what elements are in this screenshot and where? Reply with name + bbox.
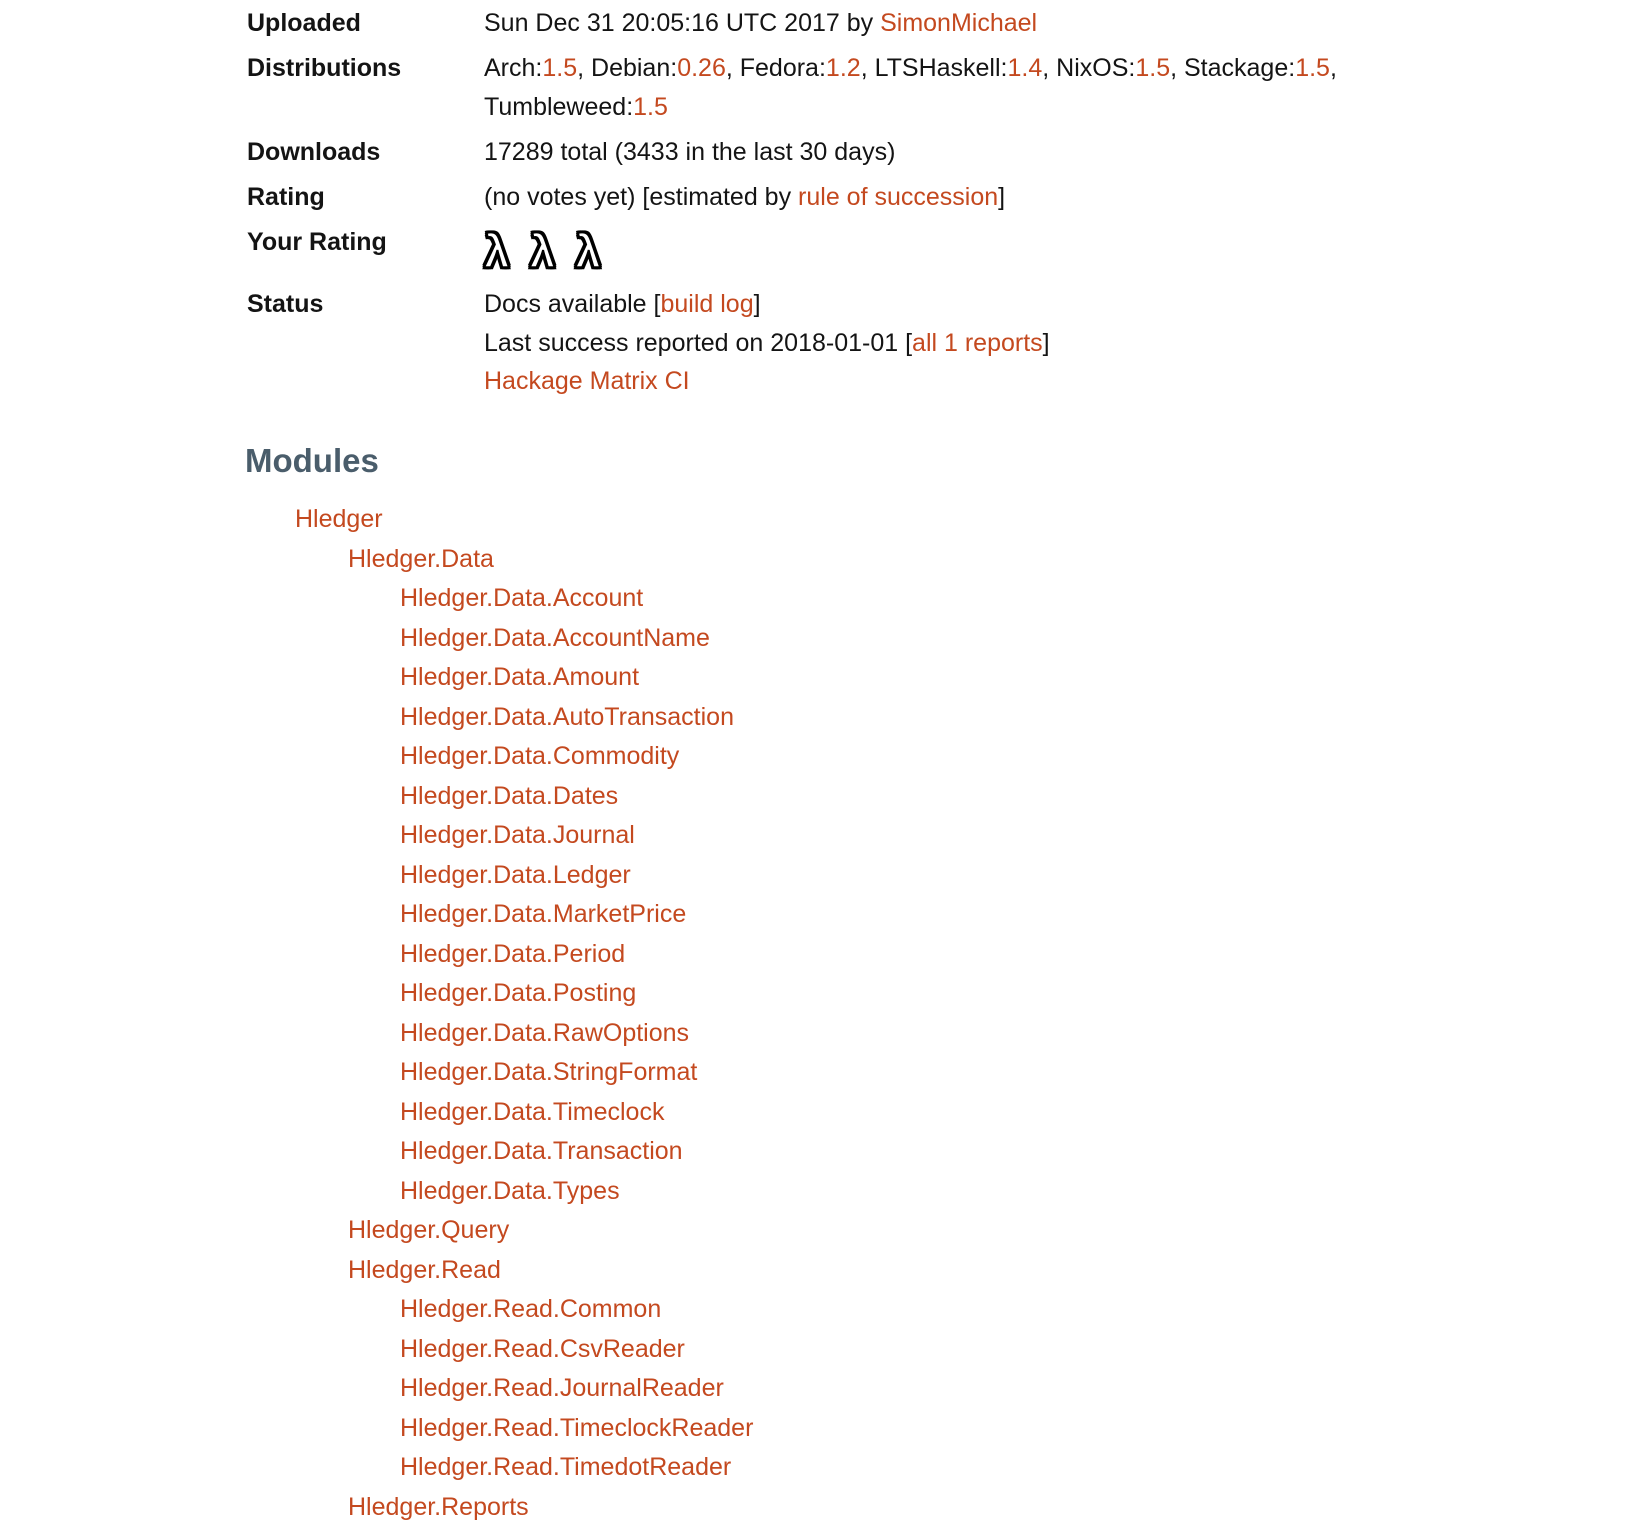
- uploaded-text: Sun Dec 31 20:05:16 UTC 2017 by: [484, 9, 881, 37]
- module-link[interactable]: Hledger.Data: [348, 544, 494, 573]
- module-link[interactable]: Hledger.Data.StringFormat: [400, 1058, 698, 1087]
- distro-name: Tumbleweed:: [484, 93, 634, 121]
- module-link[interactable]: Hledger.Data.RawOptions: [400, 1018, 690, 1047]
- module-item: [400, 1172, 1639, 1212]
- uploaded-label: Uploaded: [247, 9, 361, 37]
- distro-name: , Debian:: [577, 54, 678, 82]
- distributions-label: Distributions: [247, 54, 402, 82]
- distro-version-link[interactable]: 1.5: [1295, 54, 1330, 82]
- downloads-value: 17289 total (3433 in the last 30 days): [484, 138, 896, 166]
- module-item: [400, 1053, 1639, 1093]
- module-item: [400, 619, 1639, 659]
- module-link[interactable]: Hledger: [295, 505, 383, 534]
- module-link[interactable]: Hledger.Data.AutoTransaction: [400, 702, 734, 731]
- module-item: [400, 935, 1639, 975]
- distro-name: , NixOS:: [1042, 54, 1136, 82]
- modules-heading: Modules: [245, 442, 379, 480]
- status-success-line: [484, 324, 1337, 363]
- module-link[interactable]: Hledger.Data.Dates: [400, 781, 619, 810]
- lambda-star-icon-1[interactable]: λ: [484, 225, 510, 277]
- rule-of-succession-link[interactable]: rule of succession: [798, 183, 999, 211]
- rating-text-close: ]: [998, 183, 1006, 211]
- module-item: [400, 974, 1639, 1014]
- distro-version-link[interactable]: 1.5: [542, 54, 578, 82]
- status-docs-close: ]: [753, 290, 761, 318]
- module-item: [400, 1014, 1639, 1054]
- rating-label: Rating: [247, 183, 325, 211]
- lambda-star-icon-2[interactable]: λ: [529, 225, 556, 277]
- all-reports-link[interactable]: all 1 reports: [912, 328, 1043, 357]
- distributions-row: [247, 46, 1337, 130]
- module-item: [400, 1093, 1639, 1133]
- status-matrix-line: [484, 362, 1337, 401]
- module-link[interactable]: Hledger.Data.Account: [400, 584, 644, 613]
- module-item: [400, 777, 1639, 817]
- your-rating-label: Your Rating: [247, 228, 387, 256]
- module-link[interactable]: Hledger.Data.Posting: [400, 979, 637, 1008]
- module-link[interactable]: Hledger.Query: [348, 1216, 510, 1245]
- module-link[interactable]: Hledger.Read.CsvReader: [400, 1334, 685, 1363]
- module-item: [400, 1132, 1639, 1172]
- distro-version-link[interactable]: 1.5: [633, 93, 668, 121]
- module-item: [400, 1409, 1639, 1449]
- distro-version-link[interactable]: 1.2: [825, 54, 861, 82]
- distro-name: , Fedora:: [725, 54, 826, 82]
- module-link[interactable]: Hledger.Data.Ledger: [400, 860, 631, 889]
- module-link[interactable]: Hledger.Read.TimedotReader: [400, 1453, 732, 1482]
- module-link[interactable]: Hledger.Reports: [348, 1492, 529, 1521]
- module-link[interactable]: Hledger.Read.Common: [400, 1295, 662, 1324]
- status-label: Status: [247, 290, 324, 318]
- module-link[interactable]: Hledger.Read: [348, 1255, 501, 1284]
- module-item: [400, 1448, 1639, 1488]
- your-rating-stars: [484, 220, 1337, 282]
- status-docs-text: Docs available [: [484, 290, 661, 318]
- distro-name: , Stackage:: [1170, 54, 1296, 82]
- module-item: [348, 1251, 1639, 1291]
- module-link[interactable]: Hledger.Data.Amount: [400, 663, 640, 692]
- module-item: [348, 1211, 1639, 1251]
- rating-value: [484, 175, 1337, 220]
- module-item: [400, 698, 1639, 738]
- lambda-star-icon-3[interactable]: λ: [575, 225, 601, 277]
- module-link[interactable]: Hledger.Data.Types: [400, 1176, 620, 1205]
- distro-version-link[interactable]: 1.4: [1007, 54, 1043, 82]
- distributions-line-1: [484, 49, 1337, 88]
- module-link[interactable]: Hledger.Data.Timeclock: [400, 1097, 665, 1126]
- status-docs-line: [484, 285, 1337, 324]
- module-item: [400, 737, 1639, 777]
- module-item: [400, 1369, 1639, 1409]
- uploaded-value: [484, 1, 1337, 46]
- downloads-label: Downloads: [247, 138, 381, 166]
- module-link[interactable]: Hledger.Read.TimeclockReader: [400, 1413, 754, 1442]
- distro-name: Arch:: [484, 54, 543, 82]
- status-success-text: Last success reported on 2018-01-01 [: [484, 328, 913, 357]
- distro-separator: ,: [1329, 54, 1337, 82]
- rating-row: [247, 175, 1337, 220]
- module-link[interactable]: Hledger.Read.JournalReader: [400, 1374, 724, 1403]
- uploaded-row: [247, 1, 1337, 46]
- module-item: [400, 579, 1639, 619]
- your-rating-row: [247, 220, 1337, 282]
- status-success-close: ]: [1042, 328, 1050, 357]
- module-item: [400, 658, 1639, 698]
- module-item: [400, 895, 1639, 935]
- module-link[interactable]: Hledger.Data.Period: [400, 939, 626, 968]
- module-item: [348, 1488, 1639, 1527]
- uploader-link[interactable]: SimonMichael: [880, 9, 1038, 37]
- module-item: [400, 816, 1639, 856]
- hackage-matrix-ci-link[interactable]: Hackage Matrix CI: [484, 367, 690, 396]
- distributions-value: [484, 46, 1337, 130]
- distro-version-link[interactable]: 0.26: [677, 54, 726, 82]
- module-list: [245, 500, 1639, 1527]
- status-row: [247, 282, 1337, 404]
- distro-version-link[interactable]: 1.5: [1135, 54, 1171, 82]
- module-item: [348, 540, 1639, 580]
- module-link[interactable]: Hledger.Data.Commodity: [400, 742, 680, 771]
- distro-name: , LTSHaskell:: [860, 54, 1008, 82]
- module-link[interactable]: Hledger.Data.Transaction: [400, 1137, 683, 1166]
- module-link[interactable]: Hledger.Data.AccountName: [400, 623, 710, 652]
- module-item: [400, 856, 1639, 896]
- module-link[interactable]: Hledger.Data.MarketPrice: [400, 900, 687, 929]
- module-item: [295, 500, 1639, 540]
- module-link[interactable]: Hledger.Data.Journal: [400, 821, 635, 850]
- build-log-link[interactable]: build log: [660, 290, 754, 318]
- module-item: [400, 1290, 1639, 1330]
- package-properties-table: [247, 1, 1337, 404]
- module-item: [400, 1330, 1639, 1370]
- status-value: [484, 282, 1337, 404]
- distributions-line-2: [484, 88, 1337, 127]
- rating-text: (no votes yet) [estimated by: [484, 183, 799, 211]
- downloads-row: [247, 130, 1337, 175]
